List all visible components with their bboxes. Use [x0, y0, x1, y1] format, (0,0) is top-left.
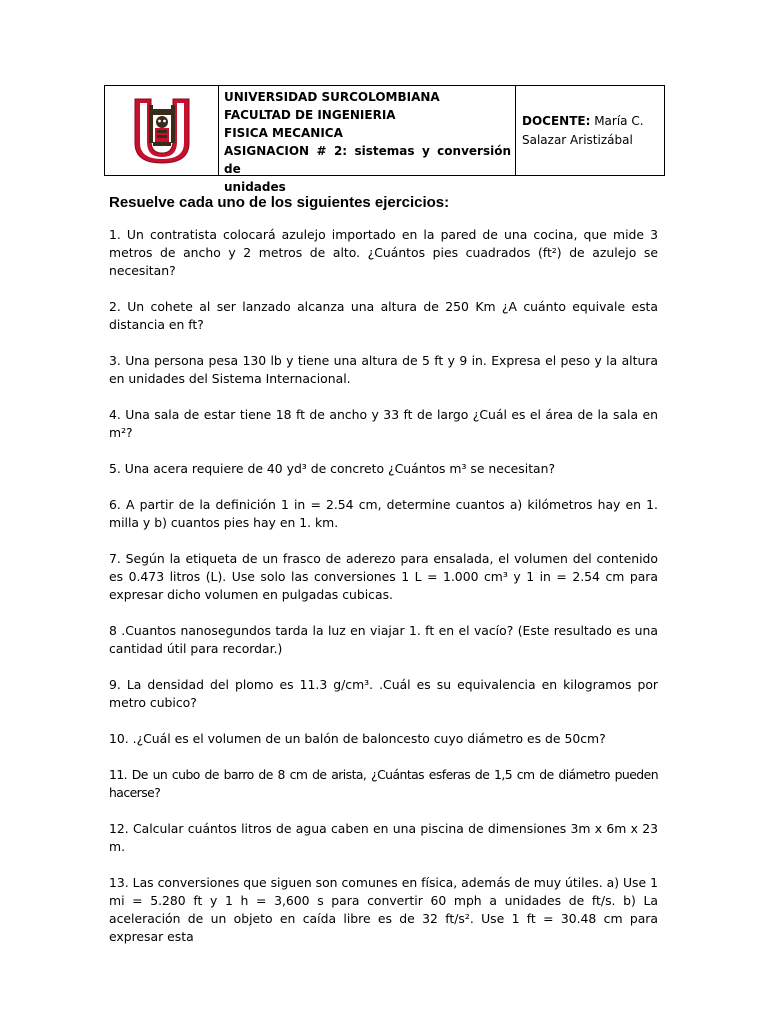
- exercise-8: 8 .Cuantos nanosegundos tarda la luz en viajar 1. ft en el vacío? (Este resultado es una cantidad útil para recordar.): [109, 623, 658, 656]
- exercise-9: 9. La densidad del plomo es 11.3 g/cm³. .Cuál es su equivalencia en kilogramos por metro cubico?: [109, 677, 658, 710]
- exercise-7: 7. Según la etiqueta de un frasco de aderezo para ensalada, el volumen del contenido es 0.473 litros (L). Use solo las conversiones 1 L = 1.000 cm³ y 1 in = 2.54 cm para expresar dicho volumen en pulgadas cubicas.: [109, 551, 658, 602]
- docente-cell: [516, 86, 664, 175]
- docente-label: DOCENTE:: [522, 113, 591, 128]
- exercise-2: 2. Un cohete al ser lanzado alcanza una altura de 250 Km ¿A cuánto equivale esta distancia en ft?: [109, 299, 658, 332]
- course-name: FISICA MECANICA: [224, 126, 343, 140]
- assignment-title: ASIGNACION # 2: sistemas y conversión de: [224, 144, 511, 176]
- docente-name-last: Salazar Aristizábal: [522, 132, 633, 147]
- logo-cell: [105, 86, 219, 175]
- exercise-10: 10. .¿Cuál es el volumen de un balón de baloncesto cuyo diámetro es de 50cm?: [109, 731, 606, 746]
- docente-name-first: María C.: [590, 113, 644, 128]
- assignment-title-cont: unidades: [224, 180, 286, 194]
- exercise-3: 3. Una persona pesa 130 lb y tiene una altura de 5 ft y 9 in. Expresa el peso y la altura en unidades del Sistema Internacional.: [109, 353, 658, 386]
- header-table: [104, 85, 665, 194]
- header-title-cell: [219, 86, 516, 194]
- exercise-12: 12. Calcular cuántos litros de agua caben en una piscina de dimensiones 3m x 6m x 23 m.: [109, 821, 658, 854]
- faculty-name: FACULTAD DE INGENIERIA: [224, 108, 396, 122]
- university-logo-icon: [131, 95, 193, 167]
- exercise-11: 11. De un cubo de barro de 8 cm de arista, ¿Cuántas esferas de 1,5 cm de diámetro pueden hacerse?: [109, 767, 658, 800]
- docente-line-1: [522, 112, 660, 131]
- exercise-list: [109, 226, 658, 964]
- exercise-4: 4. Una sala de estar tiene 18 ft de ancho y 33 ft de largo ¿Cuál es el área de la sala en m²?: [109, 407, 658, 440]
- exercise-1: 1. Un contratista colocará azulejo importado en la pared de una cocina, que mide 3 metros de ancho y 2 metros de alto. ¿Cuántos pies cuadrados (ft²) de azulejo se necesitan?: [109, 227, 658, 278]
- university-name: UNIVERSIDAD SURCOLOMBIANA: [224, 90, 440, 104]
- exercise-5: 5. Una acera requiere de 40 yd³ de concreto ¿Cuántos m³ se necesitan?: [109, 461, 556, 476]
- exercise-6: 6. A partir de la definición 1 in = 2.54 cm, determine cuantos a) kilómetros hay en 1. milla y b) cuantos pies hay en 1. km.: [109, 497, 658, 530]
- exercise-13: 13. Las conversiones que siguen son comunes en física, además de muy útiles. a) Use 1 mi = 5.280 ft y 1 h = 3,600 s para convertir 60 mph a unidades de ft/s. b) La aceleración de un objeto en caída libre es de 32 ft/s². Use 1 ft = 30.48 cm para expresar esta: [109, 875, 658, 944]
- page-heading: Resuelve cada uno de los siguientes ejercicios:: [109, 194, 450, 211]
